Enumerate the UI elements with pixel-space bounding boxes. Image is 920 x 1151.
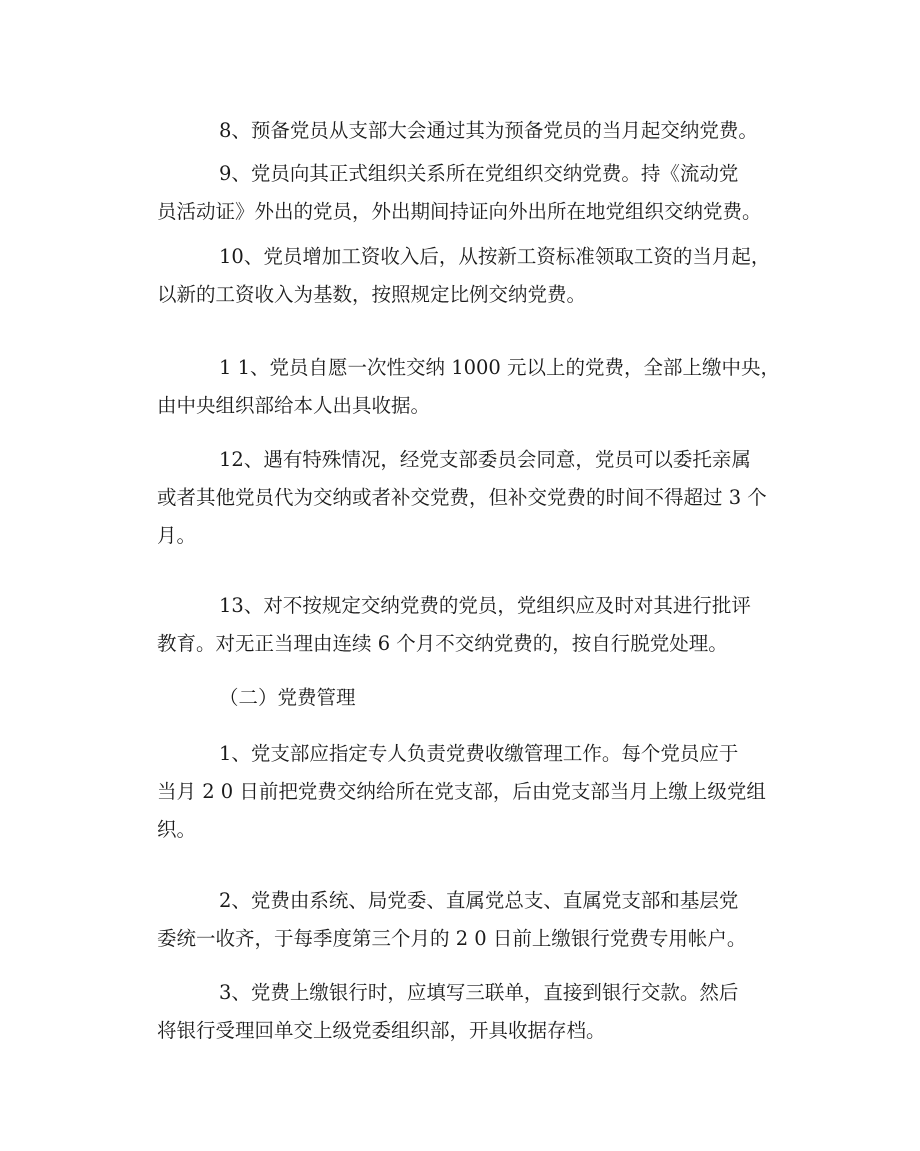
paragraph-line: 12、遇有特殊情况，经党支部委员会同意，党员可以委托亲属 — [219, 448, 751, 471]
paragraph-11 — [157, 349, 797, 425]
paragraph-line: 13、对不按规定交纳党费的党员，党组织应及时对其进行批评 — [219, 594, 751, 617]
management-paragraph-2 — [157, 882, 797, 958]
paragraph-line: 8、预备党员从支部大会通过其为预备党员的当月起交纳党费。 — [219, 119, 758, 142]
paragraph-line: 当月 2 0 日前把党费交纳给所在党支部，后由党支部当月上缴上级党组 — [157, 780, 766, 803]
paragraph-line: 教育。对无正当理由连续 6 个月不交纳党费的，按自行脱党处理。 — [157, 632, 728, 655]
paragraph-8 — [157, 112, 797, 150]
paragraph-line: 9、党员向其正式组织关系所在党组织交纳党费。持《流动党 — [219, 162, 739, 185]
paragraph-13 — [157, 587, 797, 663]
paragraph-line: 月。 — [157, 524, 197, 547]
paragraph-line: 3、党费上缴银行时，应填写三联单，直接到银行交款。然后 — [219, 981, 739, 1004]
paragraph-9 — [157, 155, 797, 231]
paragraph-line: 10、党员增加工资收入后，从按新工资标准领取工资的当月起， — [219, 245, 771, 268]
paragraph-line: 2、党费由系统、局党委、直属党总支、直属党支部和基层党 — [219, 889, 739, 912]
paragraph-line: 或者其他党员代为交纳或者补交党费，但补交党费的时间不得超过 3 个 — [157, 486, 767, 509]
paragraph-line: 1 1、党员自愿一次性交纳 1000 元以上的党费，全部上缴中央， — [219, 356, 781, 379]
paragraph-line: 员活动证》外出的党员，外出期间持证向外出所在地党组织交纳党费。 — [157, 200, 762, 223]
paragraph-line: 委统一收齐，于每季度第三个月的 2 0 日前上缴银行党费专用帐户。 — [157, 927, 747, 950]
paragraph-line: 以新的工资收入为基数，按照规定比例交纳党费。 — [157, 283, 587, 306]
paragraph-12 — [157, 441, 797, 555]
paragraph-line: 由中央组织部给本人出具收据。 — [157, 394, 431, 417]
section-heading-text: （二）党费管理 — [219, 686, 356, 709]
paragraph-line: 1、党支部应指定专人负责党费收缴管理工作。每个党员应于 — [219, 742, 739, 765]
management-paragraph-3 — [157, 974, 797, 1050]
paragraph-10 — [157, 238, 797, 314]
management-paragraph-1 — [157, 735, 797, 849]
section-heading — [157, 679, 797, 717]
paragraph-line: 将银行受理回单交上级党委组织部，开具收据存档。 — [157, 1019, 606, 1042]
paragraph-line: 织。 — [157, 818, 197, 841]
